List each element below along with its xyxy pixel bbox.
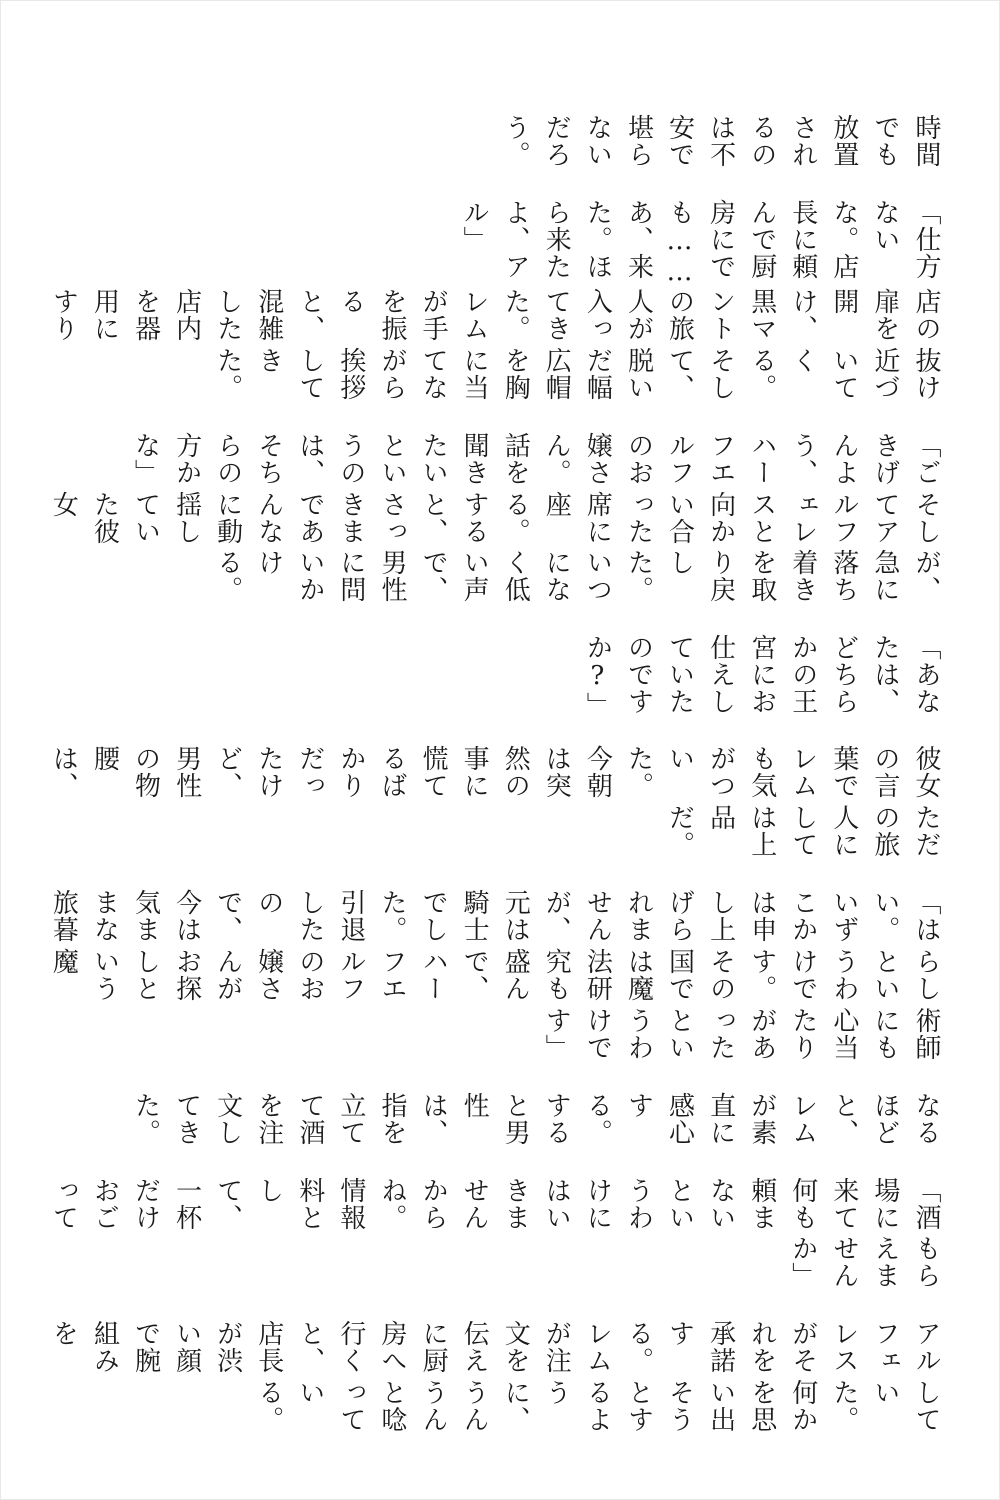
text-line: 「酒場に来て何も頼まないというわけにはいきませんからね。情報料として、一杯だけおごって: [48, 1176, 941, 1231]
text-line: そしてアルフェレスと向かい合った席に座る。すると、さっきまであんなに動揺していた彼女: [48, 490, 941, 545]
text-line: アルフェレスがそれを承諾する。レムが注文を伝えに厨房へ行くと、店長が渋い顔で腕組みを: [48, 1320, 941, 1375]
text-line: 「仕方ないな。店長に頼んで厨房にでも……あ、来た。ほら来たよ、アル」: [459, 198, 941, 288]
text-line: 店の扉を開け、黒マントの旅人が入ってきた。レムが手を振ると、混雑した店内を器用にすり: [48, 287, 941, 343]
text-line: 「ごきげんよう、ハーフエルフのお嬢さん。話を聞きたいというのは、そちらの方かな」: [130, 431, 941, 486]
text-line: もらえませんか」: [787, 1235, 941, 1290]
text-line: 「はい。いずこかは申し上げられませんが、元は騎士でした。引退したので、今は気ままな旅暮: [48, 889, 941, 944]
text-line: 彼女の言葉でレムも気がついた。今朝は突然の事に慌てるばかりだったけど、男性の物腰は、: [48, 745, 941, 800]
text-line: 時間でも放置されるのは不安で堪らないだろう。: [500, 114, 941, 169]
vertical-text-block: [48, 88, 946, 1438]
text-line: 「あなたは、どちらかの王宮にお仕えしていたのですか?」: [582, 634, 941, 720]
text-line: していた。何かを思い出そうとするように、うんうんと唸っている。: [253, 1379, 941, 1434]
text-line: が、急に落ち着きを取り戻した。いつになく低い声で、男性に問いかける。: [212, 549, 941, 604]
text-line: 抜け近づいてくる。そして、脱いだ幅広帽を胸に当てながら挨拶してきた。: [212, 346, 941, 401]
text-line: 術師にも心当たりがあったというわけです」: [541, 1006, 941, 1061]
text-line: ただの旅人にしては上品だ。: [664, 804, 941, 859]
text-line: なるほどと、レムが素直に感心する。すると男性は、指を立てて酒を注文してきた。: [130, 1091, 941, 1146]
text-line: らしというわけです。その国では魔法研究も盛んで、ハーフエルフのお嬢さんがお探しという魔: [48, 947, 941, 1003]
